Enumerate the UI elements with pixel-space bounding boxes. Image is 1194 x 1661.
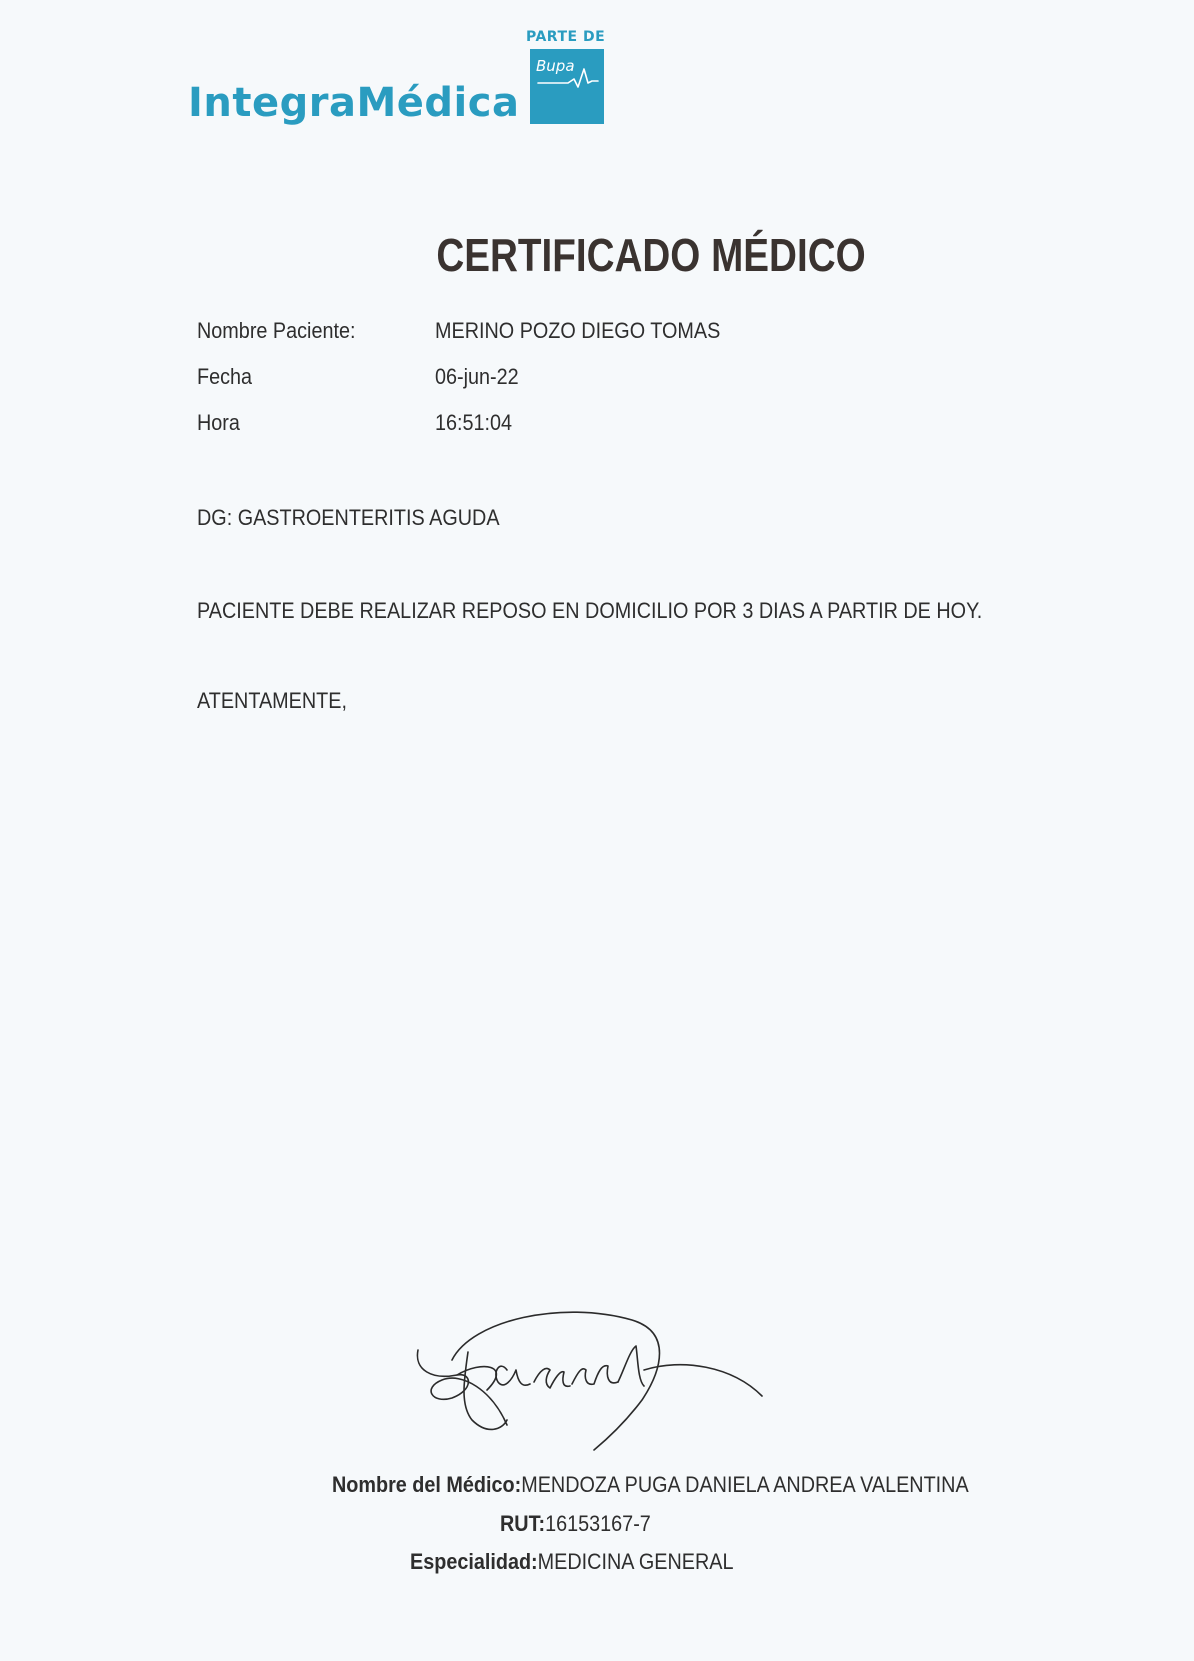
date-value: 06-jun-22 <box>435 364 519 389</box>
doctor-name-line <box>332 1472 969 1498</box>
closing-text: ATENTAMENTE, <box>197 688 347 713</box>
doctor-specialty-line <box>410 1549 734 1575</box>
heartbeat-icon <box>534 67 600 89</box>
time-value: 16:51:04 <box>435 410 513 435</box>
diagnosis-text: DG: GASTROENTERITIS AGUDA <box>197 505 500 530</box>
date-label: Fecha <box>197 364 253 389</box>
doctor-specialty-label: Especialidad: <box>410 1549 538 1574</box>
document-title: CERTIFICADO MÉDICO <box>436 229 866 281</box>
bupa-logo-text: Bupa <box>536 57 575 75</box>
time-label: Hora <box>197 410 240 435</box>
doctor-rut-value: 16153167-7 <box>545 1511 651 1536</box>
integramedica-logo: IntegraMédica <box>188 80 520 126</box>
doctor-signature <box>412 1300 792 1460</box>
doctor-specialty-value: MEDICINA GENERAL <box>537 1549 734 1574</box>
bupa-logo <box>530 49 604 124</box>
patient-name-value: MERINO POZO DIEGO TOMAS <box>435 318 721 343</box>
doctor-name-label: Nombre del Médico: <box>332 1472 522 1497</box>
doctor-name-value: MENDOZA PUGA DANIELA ANDREA VALENTINA <box>521 1472 969 1497</box>
patient-name-label: Nombre Paciente: <box>197 318 356 343</box>
doctor-rut-label: RUT: <box>500 1511 546 1536</box>
doctor-rut-line <box>500 1511 651 1537</box>
rest-instruction-text: PACIENTE DEBE REALIZAR REPOSO EN DOMICILIO POR 3 DIAS A PARTIR DE HOY. <box>197 598 983 623</box>
logo-tagline: PARTE DE <box>526 29 606 45</box>
